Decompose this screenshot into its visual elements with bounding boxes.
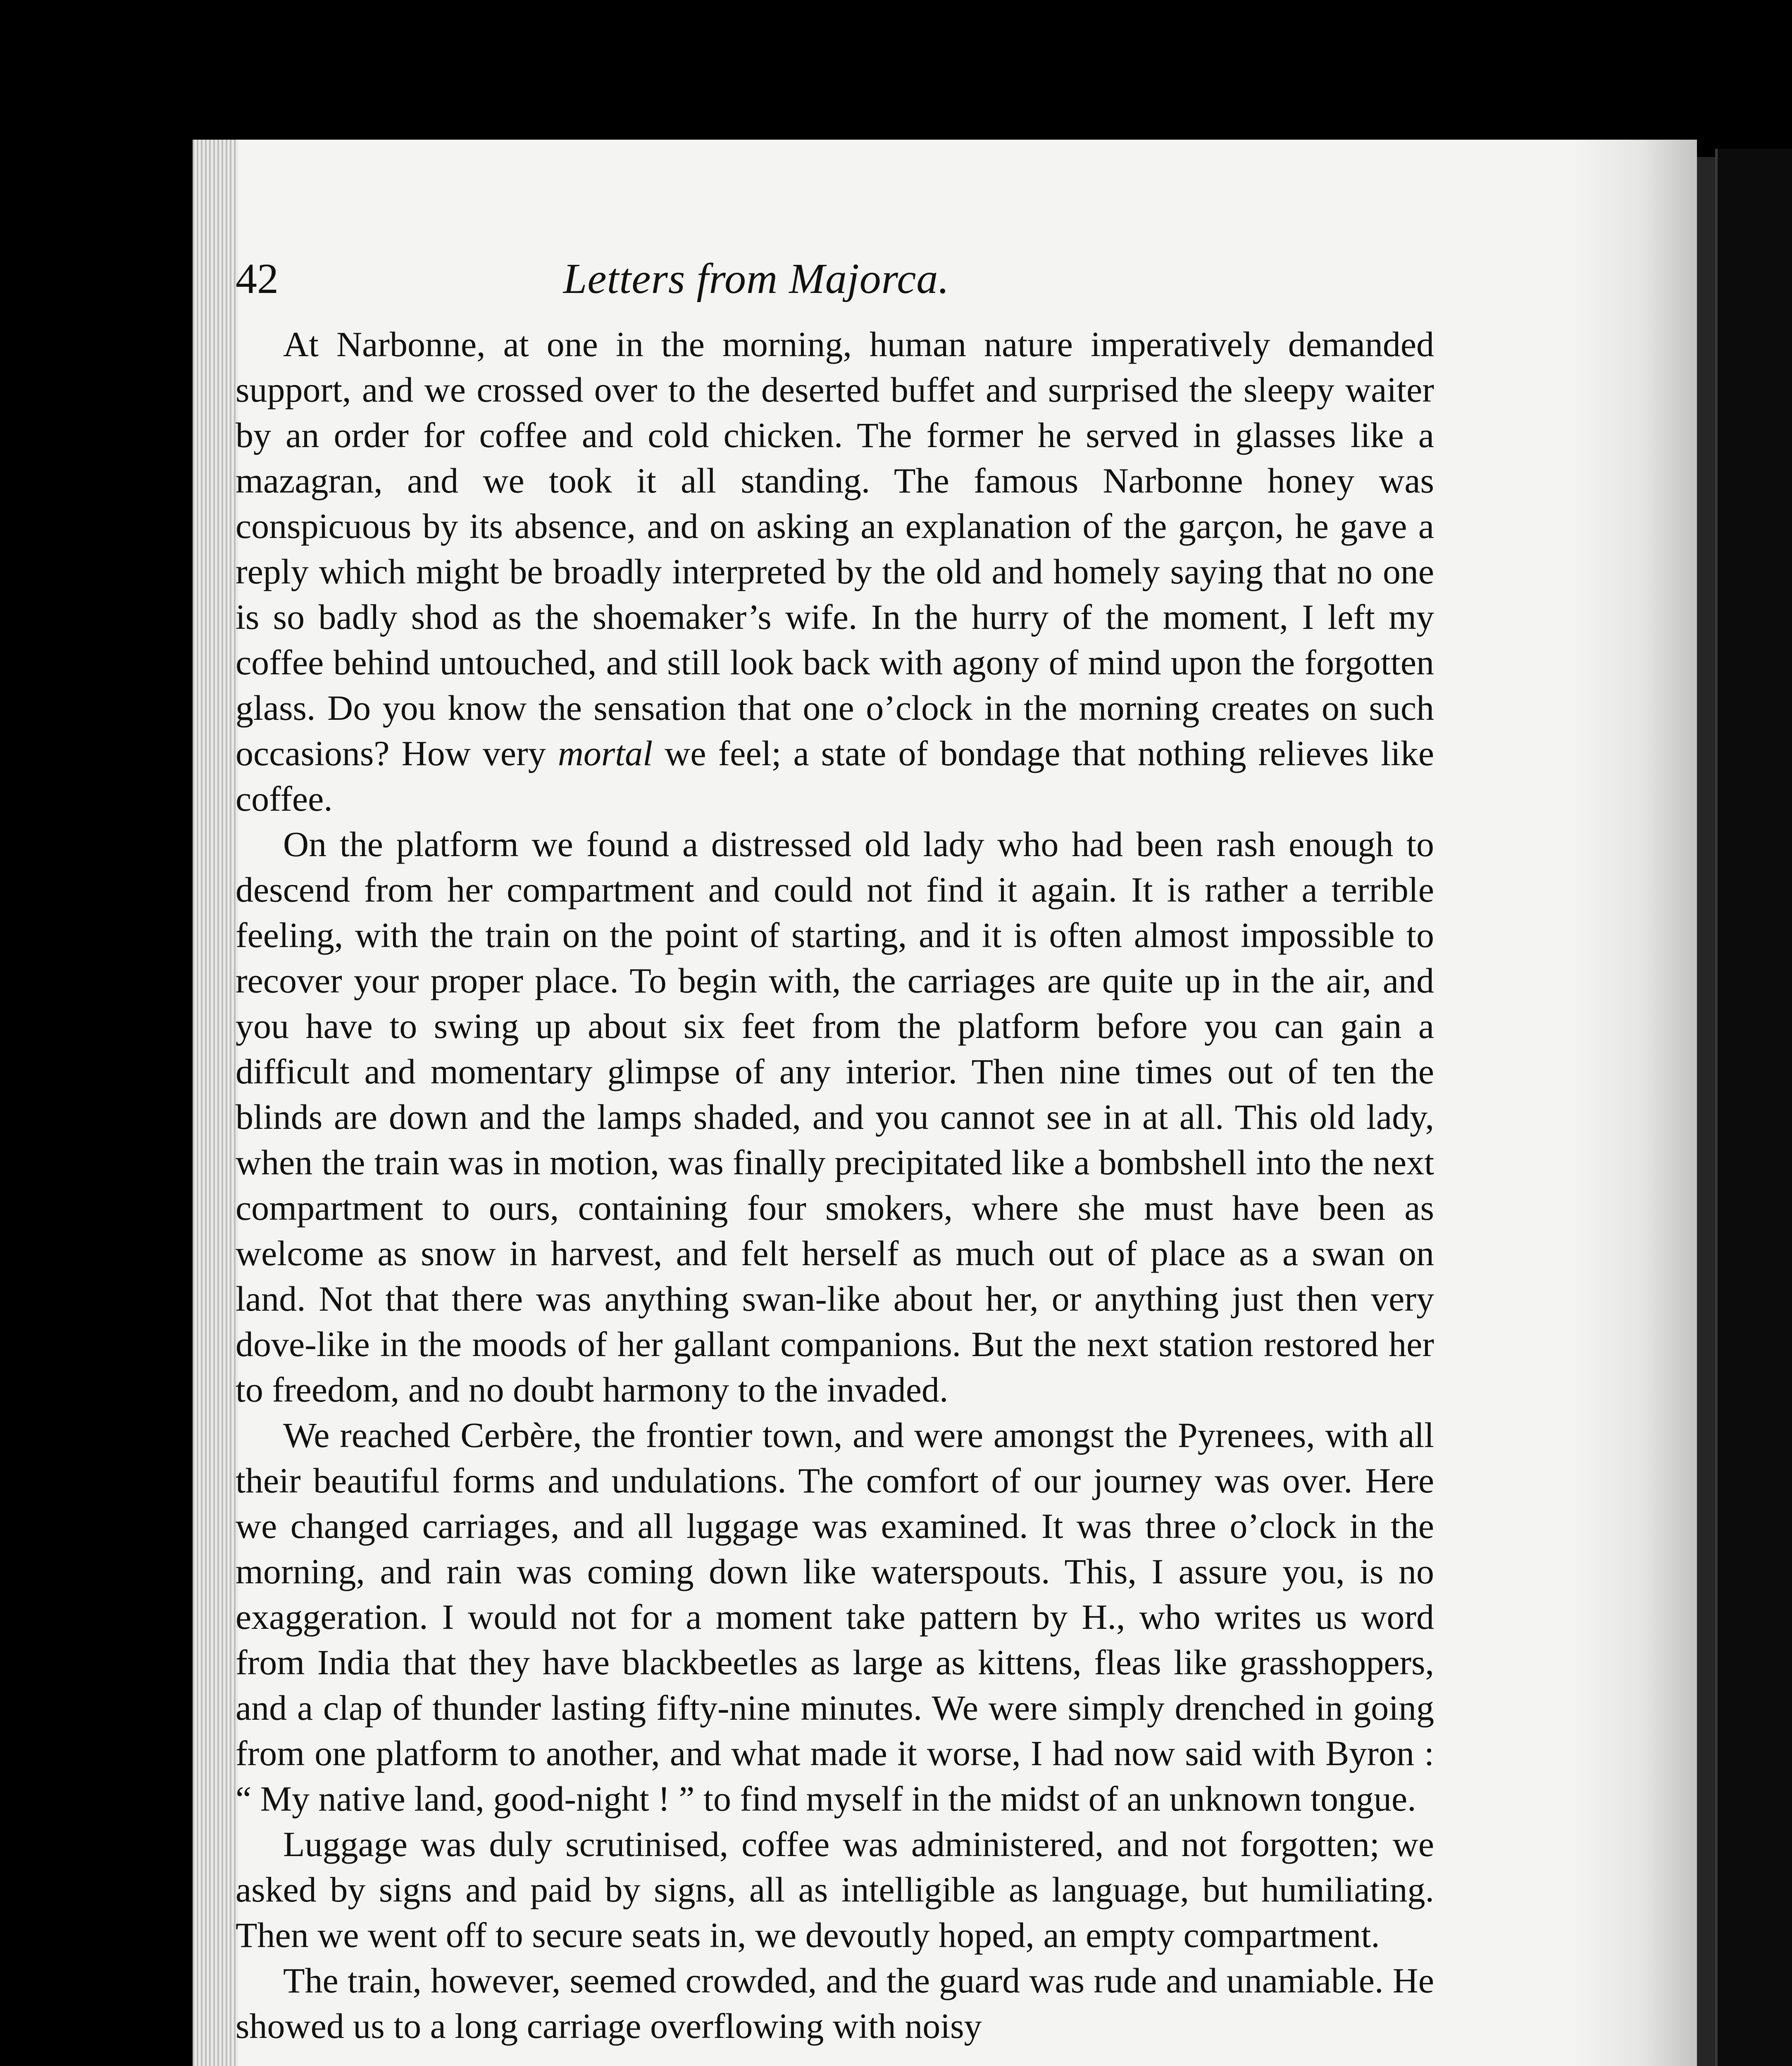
italic-word: mortal xyxy=(558,733,653,773)
body-text xyxy=(236,321,1434,2049)
paragraph-text: we feel; a state of bondage that nothing relieves like coffee. xyxy=(236,733,1434,819)
page-curl-shadow xyxy=(1573,140,1697,2066)
page-header xyxy=(236,248,1277,310)
paragraph-text: At Narbonne, at one in the morning, human nature imperatively demanded support, and we crossed over to the deserted buffet and surprised the sleepy waiter by an order for coffee and cold chicken. The former he served in glasses like a mazagran, and we took it all standing. The famous Narbonne honey was conspicuous by its absence, and on asking an explanation of the garçon, he gave a reply which might be broadly interpreted by the old and homely saying that no one is so badly shod as the shoemaker’s wife. In the hurry of the moment, I left my coffee behind untouched, and still look back with agony of mind upon the forgotten glass. Do you know the sensation that one o’clock in the morning creates on such occasions? How very xyxy=(236,324,1434,773)
book-cover-edge xyxy=(1715,149,1792,2066)
page-number: 42 xyxy=(236,255,279,302)
paragraph xyxy=(236,321,1434,821)
paragraph: We reached Cerbère, the frontier town, and were amongst the Pyrenees, with all their beautiful forms and undulations. The comfort of our journey was over. Here we changed carriages, and all luggage was examined. It was three o’clock in the morning, and rain was coming down like waterspouts. This, I assure you, is no exaggeration. I would not for a moment take pattern by H., who writes us word from India that they have blackbeetles as large as kittens, fleas like grasshoppers, and a clap of thunder lasting fifty-nine minutes. We were simply drenched in going from one platform to another, and what made it worse, I had now said with Byron : “ My native land, good-night ! ” to find myself in the midst of an unknown tongue. xyxy=(236,1415,1434,1818)
page-gutter xyxy=(193,140,238,2066)
running-title: Letters from Majorca. xyxy=(563,255,950,302)
paragraph: On the platform we found a distressed old lady who had been rash enough to descend from her compartment and could not find it again. It is rather a terrible feeling, with the train on the point of starting, and it is often almost impossible to recover your proper place. To begin with, the carriages are quite up in the air, and you have to swing up about six feet from the platform before you can gain a difficult and momentary glimpse of any interior. Then nine times out of ten the blinds are down and the lamps shaded, and you cannot see in at all. This old lady, when the train was in motion, was finally precipitated like a bombshell into the next compartment to ours, containing four smokers, where she must have been as welcome as snow in harvest, and felt herself as much out of place as a swan on land. Not that there was anything swan-like about her, or anything just then very dove-like in the moods of her gallant companions. But the next station restored her to freedom, and no doubt harmony to the invaded. xyxy=(236,824,1434,1409)
paragraph: The train, however, seemed crowded, and the guard was rude and unamiable. He showed us to a long carriage overflowing with noisy xyxy=(236,1961,1434,2046)
paragraph: Luggage was duly scrutinised, coffee was administered, and not forgotten; we asked by signs and paid by signs, all as intelligible as language, but humiliating. Then we went off to secure seats in, we devoutly hoped, an empty compartment. xyxy=(236,1824,1434,1955)
